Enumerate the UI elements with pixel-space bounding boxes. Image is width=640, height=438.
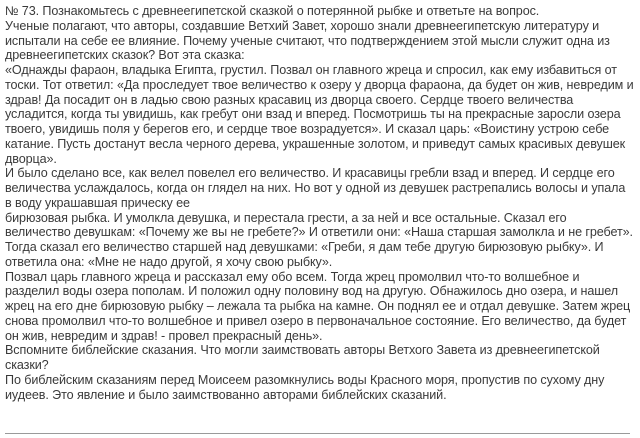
tale-paragraph-2: И было сделано все, как велел повелел его величество. И красавицы гребли взад и вперед. И сердце его величества услаждалось, когда он глядел на них. Но вот у одной из девушек растрепались волосы и упала в воду украшавшая прическу ее бирюзовая рыбка. И умолкла девушка, и перестала грести, а за ней и все остальные. Сказал его величество девушкам: «Почему же вы не гребете?» И ответили они: «Наша старшая замолкла и не гребет». Тогда сказал его величество старшей над девушками: «Греби, я дам тебе другую бирюзовую рыбку». И ответила она: «Мне не надо другой, я хочу свою рыбку». xyxy=(5,166,633,269)
bottom-divider xyxy=(5,433,630,434)
tale-paragraph-1: «Однажды фараон, владыка Египта, грустил. Позвал он главного жреца и спросил, как ему избавиться от тоски. Тот ответил: «Да проследует твое величество к озеру у дворца фараона, да будет он жив, невредим и здрав! Да посадит он в ладью свою разных красавиц из дворца своего. Сердце твоего величества усладится, когда ты увидишь, как гребут они взад и вперед. Посмотришь ты на прекрасные заросли озера твоего, увидишь поля у берегов его, и сердце твое возрадуется». И сказал царь: «Воистину устрою себе катание. Пусть достанут весла черного дерева, украшенные золотом, и приведут самых красивых девушек дворца». xyxy=(5,63,634,166)
task-intro: № 73. Познакомьтесь с древнеегипетской сказкой о потерянной рыбке и ответьте на вопрос. Ученые полагают, что авторы, создавшие Ветхий Завет, хорошо знали древнеегипетскую литературу и испытали на себе ее влияние. Почему ученые считают, что подтверждением этой мысли служит одна из древнеегипетских сказок? Вот эта сказка: xyxy=(5,4,610,63)
answer-text: По библейским сказаниям перед Моисеем разомкнулись воды Красного моря, пропустив по сухому дну иудеев. Это явление и было заимствованно авторами библейских сказаний. xyxy=(5,372,605,402)
document-page xyxy=(5,4,635,402)
tale-paragraph-3: Позвал царь главного жреца и рассказал ему обо всем. Тогда жрец промолвил что-то волшебное и разделил воды озера пополам. И положил одну половину вод на другую. Обнажилось дно озера, и нашел жрец на его дне бирюзовую рыбку – лежала та рыбка на камне. Он поднял ее и отдал девушке. Затем жрец снова промолвил что-то волшебное и привел озеро в первоначальное состояние. Его величество, да будет он жив, невредим и здрав! - провел прекрасный день». xyxy=(5,269,631,343)
question-text: Вспомните библейские сказания. Что могли заимствовать авторы Ветхого Завета из древнеегипетской сказки? xyxy=(5,343,600,372)
